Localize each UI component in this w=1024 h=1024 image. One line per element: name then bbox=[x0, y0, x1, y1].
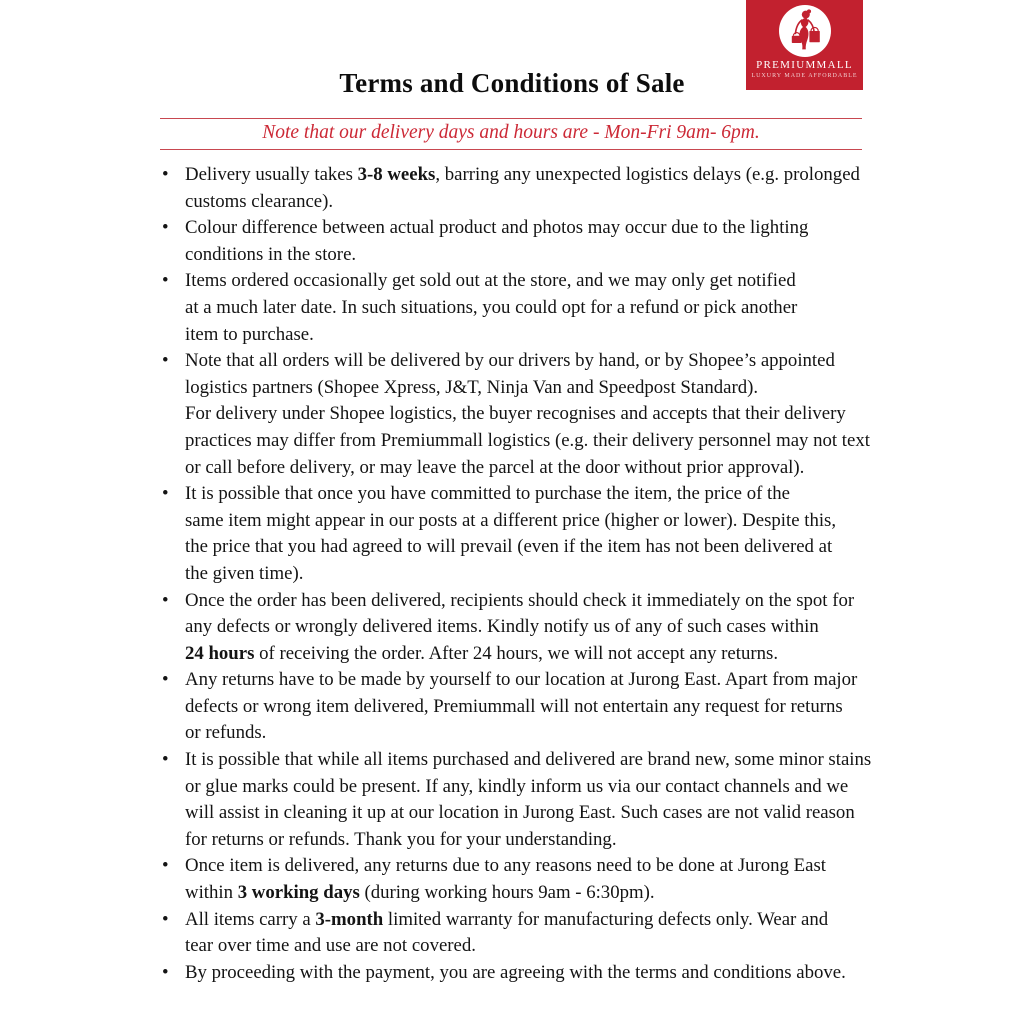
term-item bbox=[160, 667, 882, 747]
bullet-icon: • bbox=[162, 855, 169, 877]
term-text: Note that all orders will be delivered by our drivers by hand, or by Shopee’s appointed logistics partners (Shopee Xpress, J&T, Ninja Van and Speedpost Standard). For delivery under Shopee logistics, the buyer recognises and accepts that their delivery practices may differ from Premiummall logistics (e.g. their delivery personnel may not text or call before delivery, or may leave the parcel at the door without prior approval). bbox=[185, 350, 870, 478]
term-text: Items ordered occasionally get sold out at the store, and we may only get notified at a much later date. In such situations, you could opt for a refund or pick another item to purchase. bbox=[185, 270, 798, 345]
term-item bbox=[160, 215, 882, 268]
term-text: Any returns have to be made by yourself to our location at Jurong East. Apart from major defects or wrong item delivered, Premiummall will not entertain any request for returns or refunds. bbox=[185, 669, 858, 744]
term-text: Once the order has been delivered, recipients should check it immediately on the spot for any defects or wrongly delivered items. Kindly notify us of any of such cases within 24 hours of receiving the order. After 24 hours, we will not accept any returns. bbox=[185, 589, 855, 664]
bullet-icon: • bbox=[162, 217, 169, 239]
bullet-icon: • bbox=[162, 483, 169, 505]
term-item bbox=[160, 481, 882, 587]
logo-circle bbox=[779, 5, 831, 57]
notice-rule-bottom bbox=[160, 149, 862, 150]
term-text: Colour difference between actual product and photos may occur due to the lighting conditions in the store. bbox=[185, 217, 809, 265]
bullet-icon: • bbox=[162, 961, 169, 983]
logo-tagline: LUXURY MADE AFFORDABLE bbox=[751, 73, 858, 79]
page-title: Terms and Conditions of Sale bbox=[339, 68, 685, 98]
terms-list bbox=[160, 162, 882, 986]
bullet-icon: • bbox=[162, 908, 169, 930]
bullet-icon: • bbox=[162, 669, 169, 691]
term-item bbox=[160, 960, 882, 987]
term-item bbox=[160, 348, 882, 481]
term-item bbox=[160, 747, 882, 853]
term-text: Delivery usually takes 3-8 weeks, barring any unexpected logistics delays (e.g. prolonged customs clearance). bbox=[185, 164, 860, 212]
bullet-icon: • bbox=[162, 350, 169, 372]
term-text: Once item is delivered, any returns due to any reasons need to be done at Jurong East within 3 working days (during working hours 9am - 6:30pm). bbox=[185, 855, 826, 904]
term-item bbox=[160, 907, 882, 960]
bullet-icon: • bbox=[162, 749, 169, 771]
term-item bbox=[160, 268, 882, 348]
logo-brand-name: PREMIUMMALL bbox=[756, 59, 853, 71]
bullet-icon: • bbox=[162, 164, 169, 185]
term-item bbox=[160, 162, 882, 215]
term-text: It is possible that once you have committed to purchase the item, the price of the same item might appear in our posts at a different price (higher or lower). Despite this, the price that you had agreed to will prevail (even if the item has not been delivered at the given time). bbox=[185, 483, 837, 584]
term-item bbox=[160, 588, 882, 668]
term-text: All items carry a 3-month limited warranty for manufacturing defects only. Wear and tear over time and use are not covered. bbox=[185, 908, 829, 957]
delivery-notice: Note that our delivery days and hours are - Mon-Fri 9am- 6pm. bbox=[262, 122, 760, 143]
bullet-icon: • bbox=[162, 589, 169, 611]
woman-with-shopping-bags-icon bbox=[781, 7, 829, 55]
term-text: It is possible that while all items purchased and delivered are brand new, some minor stains or glue marks could be present. If any, kindly inform us via our contact channels and we will assist in cleaning it up at our location in Jurong East. Such cases are not valid reason for returns or refunds. Thank you for your understanding. bbox=[185, 749, 872, 850]
term-text: By proceeding with the payment, you are agreeing with the terms and conditions above. bbox=[185, 961, 846, 983]
term-item bbox=[160, 853, 882, 906]
bullet-icon: • bbox=[162, 270, 169, 292]
notice-rule-top bbox=[160, 118, 862, 119]
